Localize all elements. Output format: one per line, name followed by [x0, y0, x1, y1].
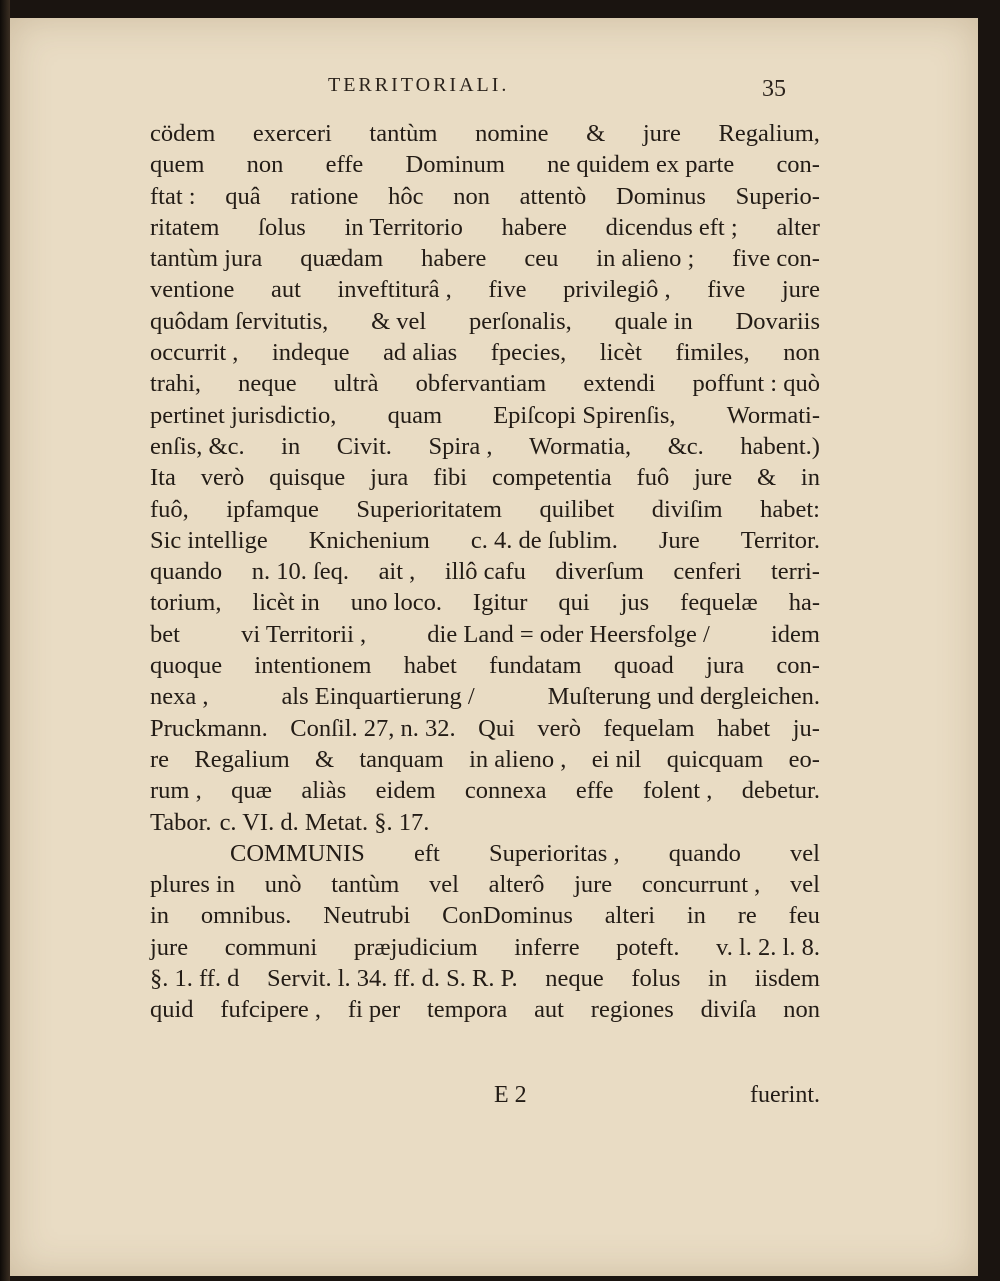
text-word: quoque [150, 652, 223, 680]
text-word: quale in [614, 307, 693, 335]
text-word: ventione [150, 276, 235, 304]
text-word: inferre [514, 933, 580, 961]
text-line [150, 400, 820, 431]
text-word: Wormatia, [529, 432, 632, 460]
text-line [150, 932, 820, 963]
text-word: quando [150, 558, 223, 586]
text-word: attentò [519, 182, 587, 210]
text-word: non [453, 182, 490, 210]
text-word: concurrunt , [641, 871, 761, 899]
text-word: in Territorio [344, 213, 463, 241]
text-word: licèt [599, 339, 642, 367]
text-word: eidem [375, 777, 436, 805]
text-line [150, 619, 820, 650]
text-word: in [707, 965, 728, 993]
text-word: plures in [150, 871, 236, 899]
text-word: ad alias [383, 339, 458, 367]
text-word: re [737, 902, 757, 930]
text-word: aliàs [301, 777, 347, 805]
text-line [150, 337, 820, 368]
text-word: fuô, [150, 495, 189, 523]
text-line [150, 838, 820, 869]
text-word: non [783, 339, 820, 367]
text-word: c. VI. d. Metat. §. 17. [219, 808, 430, 836]
text-word: verò [537, 714, 581, 742]
text-word: COMMUNIS [230, 839, 365, 867]
text-word: ju- [792, 714, 820, 742]
text-word: communi [224, 933, 318, 961]
text-word: Muſterung und dergleichen. [547, 683, 820, 711]
text-line [150, 274, 820, 305]
text-word: ritatem [150, 213, 220, 241]
text-word: fibi [433, 464, 468, 492]
text-line [150, 900, 820, 931]
text-word: hôc [388, 182, 424, 210]
text-line [150, 681, 820, 712]
text-line [150, 306, 820, 337]
text-word: in [150, 902, 170, 930]
text-word: diviſa [700, 996, 757, 1024]
text-word: poffunt : quò [692, 370, 820, 398]
text-word: enſis, &c. [150, 432, 245, 460]
text-line [150, 525, 820, 556]
text-word: bet [150, 620, 180, 648]
text-word: Knichenium [308, 526, 430, 554]
text-word: ratione [290, 182, 359, 210]
text-line [150, 963, 820, 994]
text-word: quem [150, 151, 205, 179]
text-word: privilegiô , [563, 276, 671, 304]
text-line [150, 869, 820, 900]
text-word: intentionem [254, 652, 372, 680]
text-word: folus [631, 965, 681, 993]
text-word: ei nil [591, 745, 642, 773]
text-word: fufcipere , [220, 996, 322, 1024]
text-line [150, 744, 820, 775]
text-word: effe [575, 777, 614, 805]
text-word: Sic intellige [150, 526, 268, 554]
text-word: jura [706, 652, 745, 680]
text-word: quôdam ſervitutis, [150, 307, 329, 335]
text-word: qui [558, 589, 590, 617]
text-word: terri- [770, 558, 820, 586]
text-word: trahi, [150, 370, 202, 398]
text-line [150, 462, 820, 493]
text-word: &c. [667, 432, 704, 460]
text-word: jura [370, 464, 409, 492]
text-word: aut [534, 996, 564, 1024]
text-line [150, 807, 820, 838]
text-word: exerceri [252, 120, 332, 147]
text-word: in [281, 432, 301, 460]
text-word: Dominum [405, 151, 505, 179]
text-word: quæ [231, 777, 272, 805]
text-word: five [707, 276, 746, 304]
text-word: extendi [583, 370, 656, 398]
text-word: fi per [347, 996, 401, 1024]
text-word: ne quidem ex parte [547, 151, 735, 179]
text-word: fpecies, [490, 339, 567, 367]
text-word: ceu [524, 245, 559, 273]
text-word: nexa , [150, 683, 209, 711]
text-word: verò [200, 464, 245, 492]
text-word: Dominus [616, 182, 706, 210]
text-word: ConDominus [442, 902, 573, 930]
page-number: 35 [762, 76, 786, 102]
text-word: die Land = oder Heersfolge / [427, 620, 710, 648]
text-word: uno loco. [350, 589, 442, 617]
page-footer [150, 1082, 820, 1112]
text-line [150, 713, 820, 744]
text-word: jure [574, 871, 613, 899]
text-word: fequelam [603, 714, 695, 742]
text-word: rum , [150, 777, 202, 805]
text-line [150, 775, 820, 806]
text-word: Epiſcopi Spirenſis, [493, 401, 676, 429]
text-word: Superioritas , [488, 839, 620, 867]
text-word: fequelæ [680, 589, 758, 617]
text-word: ftat : [150, 182, 196, 210]
text-word: quoad [613, 652, 674, 680]
text-word: tantùm jura [150, 245, 263, 273]
catchword: fuerint. [750, 1082, 820, 1108]
text-word: Jure [658, 526, 700, 554]
text-word: habet: [760, 495, 820, 523]
text-word: unò [264, 871, 302, 899]
text-word: Servit. l. 34. ff. d. S. R. P. [266, 965, 518, 993]
text-word: quicquam [666, 745, 764, 773]
text-word: in [686, 902, 706, 930]
text-word: dicendus eft ; [605, 213, 738, 241]
text-word: quid [150, 996, 194, 1024]
page-header [10, 70, 978, 106]
text-word: n. 10. ſeq. [251, 558, 349, 586]
text-word: als Einquartierung / [281, 683, 475, 711]
text-word: & vel [371, 307, 427, 335]
text-word: diverſum [555, 558, 644, 586]
running-title: TERRITORIALI. [328, 74, 510, 96]
text-word: non [783, 996, 820, 1024]
text-word: habere [501, 213, 567, 241]
text-word: effe [325, 151, 364, 179]
text-word: Wormati- [726, 401, 820, 429]
text-word: quando [668, 839, 741, 867]
text-line [150, 556, 820, 587]
text-word: neque [545, 965, 604, 993]
text-line [150, 494, 820, 525]
text-word: perſonalis, [469, 307, 572, 335]
text-word: vi Territorii , [241, 620, 367, 648]
signature-mark: E 2 [494, 1082, 527, 1108]
text-word: cenferi [673, 558, 742, 586]
text-word: ultrà [333, 370, 379, 398]
text-word: in [800, 464, 820, 492]
text-line [150, 650, 820, 681]
text-word: torium, [150, 589, 222, 617]
text-word: Regalium [194, 745, 290, 773]
text-word: folent , [642, 777, 713, 805]
text-word: connexa [464, 777, 547, 805]
text-word: illô cafu [444, 558, 526, 586]
text-line [150, 149, 820, 180]
text-line [150, 212, 820, 243]
text-word: jure [642, 120, 681, 147]
text-word: alter [776, 213, 820, 241]
book-page [10, 18, 978, 1276]
text-word: in alieno ; [596, 245, 695, 273]
text-word: Regalium, [718, 120, 820, 147]
text-word: jure [781, 276, 820, 304]
text-word: tantùm [331, 871, 400, 899]
text-word: eo- [788, 745, 820, 773]
text-word: & [314, 745, 335, 773]
book-spine-shadow [0, 0, 10, 1281]
text-line [150, 994, 820, 1025]
text-word: feu [788, 902, 820, 930]
text-word: quâ [225, 182, 261, 210]
text-word: in alieno , [469, 745, 567, 773]
text-word: præjudicium [353, 933, 478, 961]
text-word: quam [387, 401, 443, 429]
text-word: ſolus [258, 213, 306, 241]
text-line [150, 181, 820, 212]
text-word: con- [776, 151, 820, 179]
text-word: neque [238, 370, 297, 398]
text-word: cödem [150, 120, 216, 147]
text-word: licèt in [252, 589, 320, 617]
text-word: Superio- [735, 182, 820, 210]
text-word: Civit. [336, 432, 392, 460]
text-word: vel [790, 839, 820, 867]
text-word: Dovariis [735, 307, 820, 335]
text-word: con- [776, 652, 820, 680]
text-word: debetur. [741, 777, 820, 805]
text-word: ait , [378, 558, 416, 586]
text-word: regiones [590, 996, 674, 1024]
text-word: habere [421, 245, 487, 273]
text-word: indeque [271, 339, 350, 367]
text-word: tempora [426, 996, 508, 1024]
text-word: §. 1. ff. d [150, 965, 240, 993]
text-word: nomine [475, 120, 549, 147]
text-word: habent.) [740, 432, 820, 460]
text-word: vel [789, 871, 820, 899]
text-word: Superioritatem [356, 495, 502, 523]
text-word: quilibet [539, 495, 615, 523]
text-word: Spira , [428, 432, 493, 460]
text-word: iisdem [754, 965, 820, 993]
text-word: alteri [604, 902, 656, 930]
text-word: fundatam [489, 652, 582, 680]
text-word: v. l. 2. l. 8. [716, 933, 820, 961]
text-word: quisque [269, 464, 346, 492]
text-word: Ita [150, 464, 176, 492]
text-word: non [246, 151, 284, 179]
text-word: poteft. [616, 933, 680, 961]
text-word: & [756, 464, 777, 492]
text-word: aut [270, 276, 301, 304]
text-word: competentia [491, 464, 612, 492]
text-word: five con- [732, 245, 820, 273]
text-line [150, 368, 820, 399]
text-word: & [586, 120, 606, 147]
text-word: habet [717, 714, 771, 742]
text-word: re [150, 745, 170, 773]
text-word: five [488, 276, 527, 304]
text-word: Igitur [472, 589, 528, 617]
text-line [150, 118, 820, 149]
text-word: alterô [488, 871, 545, 899]
text-word: Neutrubi [323, 902, 411, 930]
text-line [150, 431, 820, 462]
text-word: fuô [636, 464, 670, 492]
text-word: Tabor. [150, 808, 212, 836]
text-word: obfervantiam [415, 370, 547, 398]
text-word: omnibus. [200, 902, 292, 930]
text-word: eft [413, 839, 440, 867]
text-word: habet [403, 652, 457, 680]
text-word: tantùm [369, 120, 438, 147]
text-word: ha- [788, 589, 820, 617]
text-word: diviſim [651, 495, 723, 523]
text-word: idem [770, 620, 820, 648]
text-word: jus [620, 589, 650, 617]
text-word: c. 4. de ſublim. [470, 526, 618, 554]
text-word: quædam [300, 245, 384, 273]
text-word: pertinet jurisdictio, [150, 401, 337, 429]
text-word: jure [694, 464, 733, 492]
text-word: tanquam [359, 745, 444, 773]
text-word: Qui [478, 714, 515, 742]
text-word: Pruckmann. [150, 714, 268, 742]
text-word: jure [150, 933, 189, 961]
text-word: vel [428, 871, 459, 899]
text-word: Conſil. 27, n. 32. [290, 714, 456, 742]
text-word: ipfamque [226, 495, 319, 523]
text-word: inveftiturâ , [337, 276, 452, 304]
text-body [150, 118, 820, 1026]
text-word: occurrit , [150, 339, 239, 367]
text-word: fimiles, [675, 339, 750, 367]
text-word: Territor. [740, 526, 820, 554]
text-line [150, 243, 820, 274]
text-line [150, 587, 820, 618]
